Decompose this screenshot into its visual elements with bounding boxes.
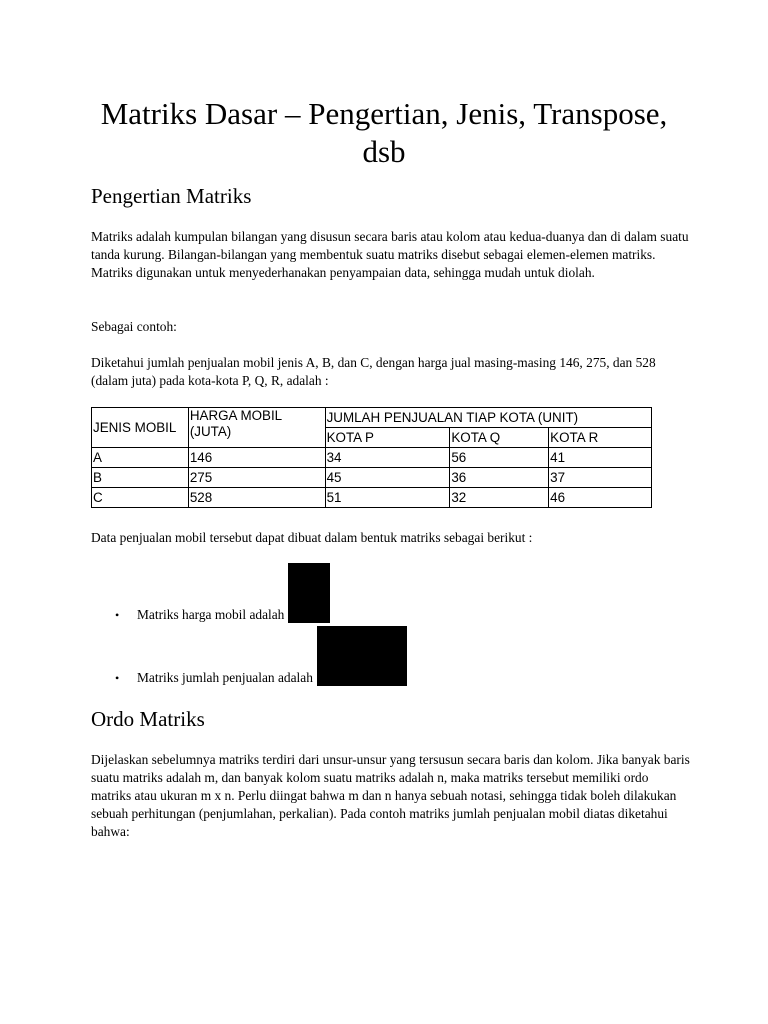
table-cell: 34 [325, 448, 450, 468]
page-title: Matriks Dasar – Pengertian, Jenis, Transpose, dsb [100, 96, 668, 169]
table-cell: 51 [325, 488, 450, 508]
table-header-cell: JENIS MOBIL [92, 408, 189, 448]
list-item-label: Matriks harga mobil adalah [137, 607, 285, 622]
table-cell: 528 [188, 488, 325, 508]
table-header-row [92, 408, 652, 428]
table-header-cell: KOTA R [549, 428, 652, 448]
table-cell: A [92, 448, 189, 468]
table-cell: 41 [549, 448, 652, 468]
table-cell: 32 [450, 488, 549, 508]
list-item-label: Matriks jumlah penjualan adalah [137, 670, 313, 685]
table-cell: 37 [549, 468, 652, 488]
table-row [92, 468, 652, 488]
table-cell: 46 [549, 488, 652, 508]
list-item [115, 563, 330, 623]
paragraph-definition: Matriks adalah kumpulan bilangan yang disusun secara baris atau kolom atau kedua-duanya dan di dalam suatu tanda kurung. Bilangan-bilangan yang membentuk suatu matriks disebut sebagai elemen-elemen matriks. Matriks digunakan untuk menyederhanakan penyampaian data, sehingga mudah untuk diolah. [91, 229, 689, 280]
table-header-cell: HARGA MOBIL (JUTA) [188, 408, 325, 448]
table-header-cell: JUMLAH PENJUALAN TIAP KOTA (UNIT) [325, 408, 651, 428]
table-cell: C [92, 488, 189, 508]
table-header-cell: KOTA P [325, 428, 450, 448]
table-cell: B [92, 468, 189, 488]
paragraph-matrix-intro: Data penjualan mobil tersebut dapat dibuat dalam bentuk matriks sebagai berikut : [91, 530, 533, 545]
section-heading-ordo: Ordo Matriks [91, 707, 205, 731]
table-header-cell: KOTA Q [450, 428, 549, 448]
table-row [92, 448, 652, 468]
table-cell: 45 [325, 468, 450, 488]
bullet-marker: • [115, 608, 120, 622]
table-cell: 36 [450, 468, 549, 488]
sales-table [91, 407, 652, 508]
paragraph-ordo: Dijelaskan sebelumnya matriks terdiri dari unsur-unsur yang tersusun secara baris dan kolom. Jika banyak baris suatu matriks adalah m, dan banyak kolom suatu matriks adalah n, maka matriks tersebut memiliki ordo matriks atau ukuran m x n. Perlu diingat bahwa m dan n hanya sebuah notasi, sehingga tidak boleh dilakukan sebuah perhitungan (penjumlahan, perkalian). Pada contoh matriks jumlah penjualan mobil diatas diketahui bahwa: [91, 752, 690, 839]
bullet-marker: • [115, 671, 120, 685]
matrix-image-harga [288, 563, 330, 623]
list-item [115, 626, 407, 686]
table-cell: 146 [188, 448, 325, 468]
matrix-image-penjualan [317, 626, 407, 686]
table-cell: 275 [188, 468, 325, 488]
section-heading-pengertian: Pengertian Matriks [91, 184, 252, 208]
table-row [92, 488, 652, 508]
paragraph-example-description: Diketahui jumlah penjualan mobil jenis A, B, dan C, dengan harga jual masing-masing 146, 275, dan 528 (dalam juta) pada kota-kota P, Q, R, adalah : [91, 355, 656, 388]
table-cell: 56 [450, 448, 549, 468]
paragraph-example-intro: Sebagai contoh: [91, 319, 177, 334]
